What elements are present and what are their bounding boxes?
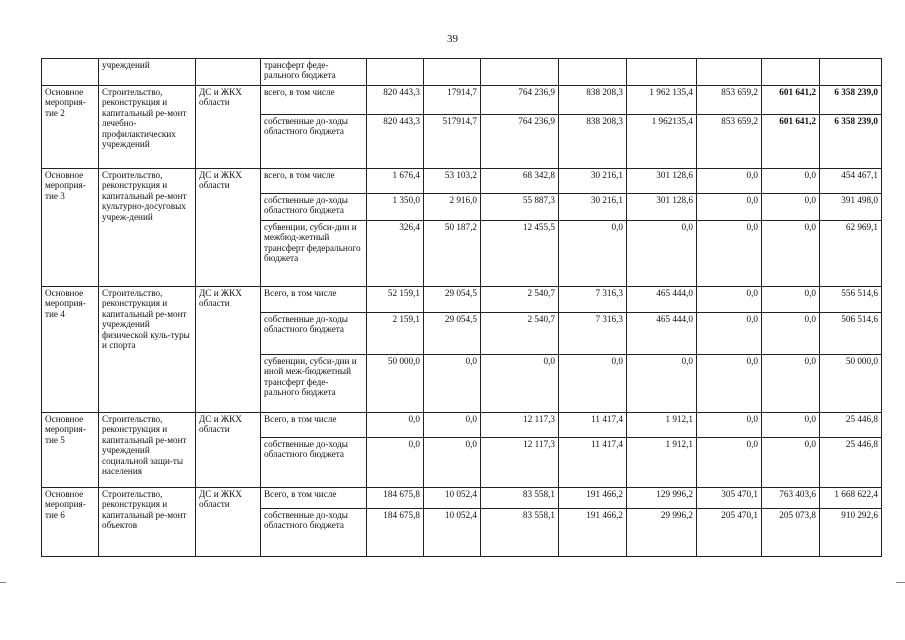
- table-row: [42, 169, 882, 194]
- edge-mark-right: [896, 582, 905, 583]
- cell-value: 465 444,0: [627, 313, 697, 355]
- cell-value: 1 912,1: [627, 413, 697, 438]
- cell-value: 191 466,2: [559, 488, 627, 509]
- cell-value: 0,0: [697, 287, 762, 313]
- cell-event: [42, 59, 99, 86]
- cell-value: 0,0: [762, 194, 820, 221]
- cell-value: 465 444,0: [627, 287, 697, 313]
- cell-value: 2 159,1: [367, 313, 424, 355]
- cell-source: субвенции, субси-дии и иной меж-бюджетный трансферт феде-рального бюджета: [261, 355, 367, 413]
- cell-value: 0,0: [424, 438, 481, 488]
- cell-value: 910 292,6: [820, 509, 882, 557]
- cell-value: 25 446,8: [820, 438, 882, 488]
- cell-value: 83 558,1: [481, 488, 559, 509]
- cell-event: Основное мероприя-тие 4: [42, 287, 99, 413]
- table-row: [42, 287, 882, 313]
- cell-value: 10 052,4: [424, 488, 481, 509]
- cell-value: 12 117,3: [481, 438, 559, 488]
- cell-exec: [196, 59, 261, 86]
- cell-value: 326,4: [367, 221, 424, 287]
- cell-value: 29 054,5: [424, 287, 481, 313]
- cell-source: всего, в том числе: [261, 169, 367, 194]
- cell-value: 0,0: [481, 355, 559, 413]
- cell-value: 1 962 135,4: [627, 86, 697, 115]
- cell-source: всего, в том числе: [261, 86, 367, 115]
- cell-value: 0,0: [697, 355, 762, 413]
- cell-value: 301 128,6: [627, 194, 697, 221]
- cell-value: 0,0: [559, 221, 627, 287]
- cell-value: 7 316,3: [559, 287, 627, 313]
- cell-value: 17914,7: [424, 86, 481, 115]
- cell-value: 129 996,2: [627, 488, 697, 509]
- cell-value: 0,0: [424, 355, 481, 413]
- table-body: [42, 59, 882, 557]
- cell-value: 68 342,8: [481, 169, 559, 194]
- cell-value: 0,0: [762, 413, 820, 438]
- cell-value: 391 498,0: [820, 194, 882, 221]
- cell-value: 205 073,8: [762, 509, 820, 557]
- cell-value: 1 676,4: [367, 169, 424, 194]
- cell-value: 55 887,3: [481, 194, 559, 221]
- cell-value: 0,0: [424, 413, 481, 438]
- cell-value: 11 417,4: [559, 413, 627, 438]
- cell-value: 184 675,8: [367, 488, 424, 509]
- cell-value: 0,0: [627, 355, 697, 413]
- cell-value: 53 103,2: [424, 169, 481, 194]
- cell-exec: ДС и ЖКХ области: [196, 488, 261, 557]
- cell-value: 0,0: [697, 313, 762, 355]
- cell-value: 517914,7: [424, 115, 481, 169]
- cell-source: Всего, в том числе: [261, 413, 367, 438]
- table-row: [42, 86, 882, 115]
- cell-value: 1 912,1: [627, 438, 697, 488]
- cell-value: 601 641,2: [762, 115, 820, 169]
- cell-value: 0,0: [697, 438, 762, 488]
- cell-value: 853 659,2: [697, 115, 762, 169]
- cell-value: 0,0: [762, 287, 820, 313]
- cell-value: 0,0: [762, 221, 820, 287]
- cell-event: Основное мероприя-тие 6: [42, 488, 99, 557]
- cell-source: Всего, в том числе: [261, 287, 367, 313]
- cell-value: 0,0: [697, 169, 762, 194]
- cell-value: 30 216,1: [559, 169, 627, 194]
- table-row: [42, 488, 882, 509]
- cell-source: собственные до-ходы областного бюджета: [261, 115, 367, 169]
- cell-value: 1 668 622,4: [820, 488, 882, 509]
- cell-value: 62 969,1: [820, 221, 882, 287]
- cell-value: 205 470,1: [697, 509, 762, 557]
- cell-name: Строительство, реконструкция и капитальный ре-монт культурно-досуговых учреж-дений: [99, 169, 196, 287]
- cell-value: 0,0: [367, 438, 424, 488]
- cell-value: 454 467,1: [820, 169, 882, 194]
- cell-exec: ДС и ЖКХ области: [196, 169, 261, 287]
- table-row-continuation: [42, 59, 882, 86]
- cell-source: собственные до-ходы областного бюджета: [261, 313, 367, 355]
- cell-exec: ДС и ЖКХ области: [196, 86, 261, 169]
- cell-exec: ДС и ЖКХ области: [196, 287, 261, 413]
- cell-value: 0,0: [762, 355, 820, 413]
- cell-value: 820 443,3: [367, 115, 424, 169]
- cell-value: 764 236,9: [481, 86, 559, 115]
- cell-value: 0,0: [762, 438, 820, 488]
- cell-value: 0,0: [559, 355, 627, 413]
- cell-value: 820 443,3: [367, 86, 424, 115]
- cell-value: 0,0: [762, 313, 820, 355]
- cell-value: 0,0: [697, 221, 762, 287]
- cell-value: 0,0: [697, 413, 762, 438]
- cell-value: 30 216,1: [559, 194, 627, 221]
- cell-value: 1 962135,4: [627, 115, 697, 169]
- cell-value: 184 675,8: [367, 509, 424, 557]
- cell-name: Строительство, реконструкция и капитальный ре-монт объектов: [99, 488, 196, 557]
- cell-value: 301 128,6: [627, 169, 697, 194]
- cell-value: 506 514,6: [820, 313, 882, 355]
- cell-event: Основное мероприя-тие 5: [42, 413, 99, 488]
- budget-table: [41, 58, 882, 557]
- cell-value: 0,0: [627, 221, 697, 287]
- cell-value: 853 659,2: [697, 86, 762, 115]
- cell-value: 191 466,2: [559, 509, 627, 557]
- cell-event: Основное мероприя-тие 2: [42, 86, 99, 169]
- cell-value: 83 558,1: [481, 509, 559, 557]
- cell-source: субвенции, субси-дии и межбюд-жетный трансферт федерального бюджета: [261, 221, 367, 287]
- cell-value: 838 208,3: [559, 86, 627, 115]
- cell-source: собственные до-ходы областного бюджета: [261, 194, 367, 221]
- cell-value: 29 054,5: [424, 313, 481, 355]
- cell-value: 25 446,8: [820, 413, 882, 438]
- cell-value: 12 117,3: [481, 413, 559, 438]
- cell-source: Всего, в том числе: [261, 488, 367, 509]
- cell-value: 838 208,3: [559, 115, 627, 169]
- cell-value: 0,0: [367, 413, 424, 438]
- cell-exec: ДС и ЖКХ области: [196, 413, 261, 488]
- cell-value: 50 000,0: [367, 355, 424, 413]
- cell-value: 305 470,1: [697, 488, 762, 509]
- cell-value: 12 455,5: [481, 221, 559, 287]
- cell-name: Строительство, реконструкция и капитальный ре-монт учреждений социальной защи-ты населения: [99, 413, 196, 488]
- cell-name: Строительство, реконструкция и капитальный ре-монт учреждений физической куль-туры и спорта: [99, 287, 196, 413]
- cell-value: 764 236,9: [481, 115, 559, 169]
- cell-value: 2 540,7: [481, 313, 559, 355]
- cell-event: Основное мероприя-тие 3: [42, 169, 99, 287]
- cell-value: 6 358 239,0: [820, 115, 882, 169]
- cell-source: собственные до-ходы областного бюджета: [261, 509, 367, 557]
- cell-value: 556 514,6: [820, 287, 882, 313]
- cell-value: 2 916,0: [424, 194, 481, 221]
- cell-value: 7 316,3: [559, 313, 627, 355]
- cell-value: 763 403,6: [762, 488, 820, 509]
- cell-name: учреждений: [99, 59, 196, 86]
- cell-value: 50 000,0: [820, 355, 882, 413]
- page-number: 39: [447, 33, 458, 45]
- cell-source: собственные до-ходы областного бюджета: [261, 438, 367, 488]
- cell-name: Строительство, реконструкция и капитальный ре-монт лечебно-профилактических учреждений: [99, 86, 196, 169]
- cell-value: 11 417,4: [559, 438, 627, 488]
- cell-value: 29 996,2: [627, 509, 697, 557]
- cell-source: трансферт феде-ральнoго бюджета: [261, 59, 367, 86]
- edge-mark-left: [0, 582, 6, 583]
- cell-value: 1 350,0: [367, 194, 424, 221]
- cell-value: 601 641,2: [762, 86, 820, 115]
- cell-value: 50 187,2: [424, 221, 481, 287]
- table-row: [42, 413, 882, 438]
- cell-value: 10 052,4: [424, 509, 481, 557]
- cell-value: 0,0: [762, 169, 820, 194]
- cell-value: 0,0: [697, 194, 762, 221]
- cell-value: 52 159,1: [367, 287, 424, 313]
- cell-value: 2 540,7: [481, 287, 559, 313]
- cell-value: 6 358 239,0: [820, 86, 882, 115]
